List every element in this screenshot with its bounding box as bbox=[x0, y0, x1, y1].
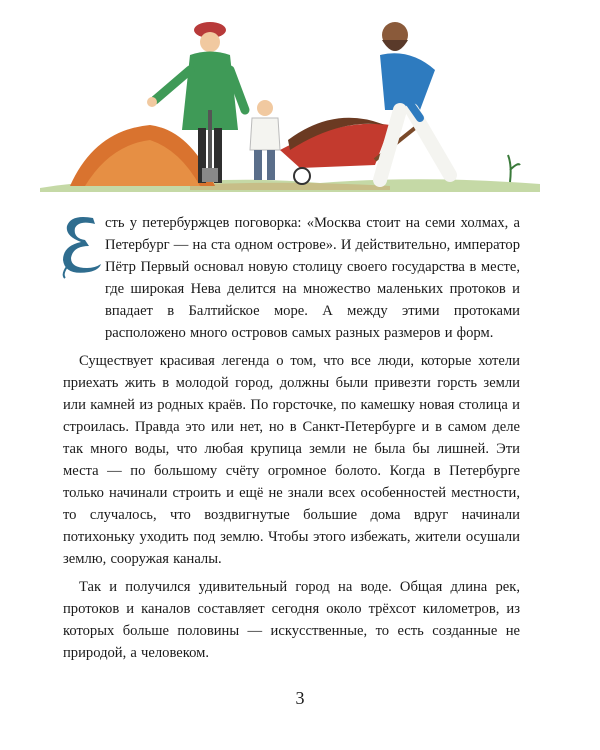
paragraph-3: Так и получился удивительный город на воде. Общая длина рек, протоков и каналов составляет сегодня около трёхсот километров, из которых больше половины — искусственные, то есть созданные не природой, а человеком. bbox=[63, 579, 520, 661]
garden-workers-illustration-icon bbox=[40, 0, 540, 200]
paragraph-1-text: сть у петербуржцев поговорка: «Москва стоит на семи холмах, а Петербург — на ста одном острове». И действительно, император Пётр Первый основал новую столицу своего государства в месте, где широкая Нева делится на множество маленьких протоков и впадает в Балтийское море. А между этими протоками расположено много островов самых разных размеров и форм. bbox=[105, 215, 520, 341]
page-number: 3 bbox=[295, 688, 305, 708]
bearded-man-figure bbox=[380, 22, 450, 180]
wheelbarrow bbox=[280, 118, 425, 184]
paragraph-1 bbox=[63, 212, 520, 344]
article-text bbox=[63, 212, 520, 670]
paragraph-2: Существует красивая легенда о том, что все люди, которые хотели приехать жить в молодой город, должны были привезти горсть земли или камней из родных краёв. По горсточке, по камешку новая столица и строилась. Правда это или нет, но в Санкт-Петербурге и в самом деле так много воды, что любая крупица земли не была бы лишней. Эти места — по большому счёту огромное болото. Когда в Петербурге только начинали строить и ещё не знали всех особенностей местности, то случалось, что воздвигнутые большие дома вдруг начинали потихоньку уходить под землю. Чтобы этого избежать, жители осушали землю, сооружая каналы. bbox=[63, 353, 520, 567]
dropcap-letter-icon bbox=[55, 212, 107, 280]
child-figure bbox=[250, 100, 280, 180]
